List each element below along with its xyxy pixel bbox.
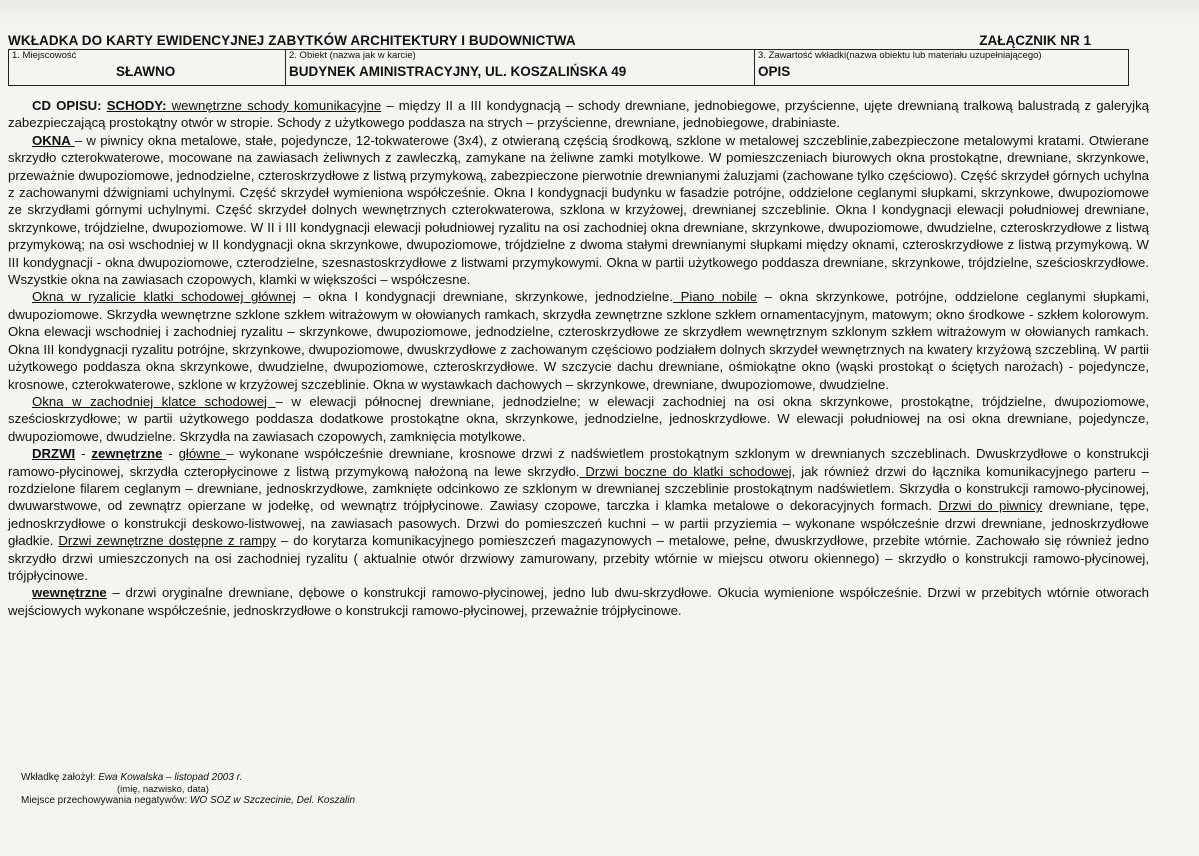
subheading-basement-doors: Drzwi do piwnicy [938,498,1043,514]
field-content [755,50,1129,86]
basement-doors-text: drewniane, tępe, jednoskrzydłowe o konstrukcji deskowo-listwowej, na zawiasach pasowych. Drzwi do pomieszczeń kuchni – w partii przyziemia – wykonane współcześnie drzwi drewniane, jednoskrzydłowe gładkie. [8,498,1149,549]
paragraph-west-stair-windows [8,393,1149,445]
subheading-piano-nobile: Piano nobile [673,289,758,305]
field-locality [9,50,286,86]
annex-number: ZAŁĄCZNIK NR 1 [979,33,1091,48]
subheading-internal-stairs: wewnętrzne schody komunikacyjne [166,98,382,113]
heading-wewnetrzne: wewnętrzne [32,585,107,601]
form-footer [21,772,355,807]
field-object-value: BUDYNEK AMINISTRACYJNY, UL. KOSZALIŃSKA 49 [289,64,627,79]
paragraph-internal-doors [8,584,1149,619]
main-door-text: – wykonane współcześnie drewniane, krosnowe drzwi z nadświetlem prostokątnym szklonym w drewnianych szczeblinach. Dwuskrzydłowe o konstrukcji ramowo-płycinowej, skrzydła czteropłycinowe z listwą przymykową nałożoną na lewe skrzydło. [8,446,1149,479]
paragraph-stairs [8,97,1149,132]
form-title: WKŁADKA DO KARTY EWIDENCYJNEJ ZABYTKÓW ARCHITEKTURY I BUDOWNICTWA [8,33,576,48]
subheading-main-door: główne [178,446,227,462]
west-stair-windows-text: – w elewacji północnej drewniane, jednodzielne; w elewacji zachodniej na osi okna skrzynkowe, prostokątne, trójdzielne, dwupoziomowe, sześcioskrzydłowe; w partii użytkowego poddasza dodatkowe prostokątne okna, skrzynkowe, jednodzielne, jednoskrzydłowe. W elewacji południowej na osi okna drewniane, pojedyncze, dwupoziomowe, dwudzielne. Skrzydła na zawiasach czopowych, zamknięcia motylkowe. [8,393,1149,444]
side-doors-text: , jak również drzwi do łącznika komunikacyjnego parteru – rozdzielone filarem ceglanym – drewniane, jednoskrzydłowe, zamknięte odcinkowo ze szklonym w drewnianej szczeblinie prostokątnym nadświetlem. Skrzydła o konstrukcji ramowo-płycinowej, dwuwarstwowe, od zewnątrz opierzane w jodełkę, od wewnątrz trójpłycinowe. Zawiasy czopowe, tarczka i klamka metalowe o dekoracyjnych formach. [8,463,1149,514]
negatives-line [21,795,355,807]
negatives-value: WO SOZ w Szczecinie, Del. Koszalin [189,795,356,806]
description-body [8,97,1149,619]
paragraph-windows [8,132,1149,289]
heading-drzwi: DRZWI [32,446,76,462]
scan-top-edge [0,0,1199,22]
separator: - [162,446,179,462]
negatives-label: Miejsce przechowywania negatywów: [21,795,190,806]
author-hint: (imię, nazwisko, data) [117,783,209,795]
heading-cd-opisu: CD OPISU: [32,98,107,113]
separator: - [75,446,92,462]
windows-text: – w piwnicy okna metalowe, stałe, pojedyncze, 12-tokwaterowe (3x4), z otwieraną częścią środkową, szklone w metalowej szczeblinie,zabezpieczone metalowymi kratami. Otwierane skrzydło czterokwaterowe, mocowane na zawiasach żeliwnych z zawleczką, zamykane na żeliwne zamki motylkowe. W pomieszczeniach biurowych okna prostokątne, drewniane, skrzynkowe, przeważnie dwupoziomowe, jednodzielne, czteroskrzydłowe z listwą przymykową, zabezpieczone pierwotnie drewnianymi żaluzjami (zachowane tylko częściowo). Część skrzydeł górnych uchylna z zachowanymi dźwigniami uchylnymi. Część skrzydeł wymieniona współcześnie. Okna I kondygnacji budynku w fasadzie potrójne, oddzielone ceglanymi słupkami, skrzynkowe, dwupoziomowe ze skrzydłami górnymi uchylnymi. Część skrzydeł dolnych wewnętrznych czterokwaterowa, szklona w krzyżowej, drewnianej szczeblinie. Okna I kondygnacji elewacji południowej drewniane, skrzynkowe, trójdzielne, dwupoziomowe. W II i III kondygnacji elewacji południowej ryzalitu na osi zachodniej okna drewniane, skrzynkowe, dwupoziomowe, dwudzielne, czteroskrzydłowe z listwą przymykową; na osi wschodniej w II kondygnacji okna skrzynkowe, dwupoziomowe, trójdzielne z dwoma stałymi drewnianymi słupkami między oknami, czteroskrzydłowe z listwą przymykową. W III kondygnacji - okna dwupoziomowe, czterodzielne, szesnastoskrzydłowe z listwami przymykowymi. Okna w partii użytkowego poddasza drewniane, skrzynkowe, trójdzielne, sześcioskrzydłowe. Wszystkie okna na zawiasach czopowych, klamki w większości – współczesne. [8,132,1149,288]
subheading-west-stair-windows: Okna w zachodniej klatce schodowej [32,393,276,409]
author-label: Wkładkę założył: [21,772,99,783]
field-content-value: OPIS [758,64,791,79]
field-object [286,50,755,86]
form-fields-table [8,49,1129,86]
subheading-side-doors: Drzwi boczne do klatki schodowej [579,463,792,479]
subheading-ramp-doors: Drzwi zewnętrzne dostępne z rampy [58,533,277,549]
internal-doors-text: – drzwi oryginalne drewniane, dębowe o konstrukcji ramowo-płycinowej, jedno lub dwu-skrzydłowe. Okucia wymienione współcześnie. Drzwi w przebitych wtórnie otworach wejściowych wykonane współcześnie, jednoskrzydłowe o konstrukcji ramowo-płycinowej, przeważnie trójpłycinowe. [8,585,1149,618]
field-content-label: 3. Zawartość wkładki(nazwa obiektu lub materiału uzupełniającego) [758,50,1042,61]
field-object-label: 2. Obiekt (nazwa jak w karcie) [289,50,416,61]
author-value: Ewa Kowalska – listopad 2003 r. [98,772,243,783]
risalit-windows-text-1: – okna I kondygnacji drewniane, skrzynkowe, jednodzielne. [295,289,673,305]
paragraph-risalit-windows [8,288,1149,392]
heading-zewnetrzne: zewnętrzne [91,446,163,462]
subheading-risalit-windows: Okna w ryzalicie klatki schodowej głównej [32,289,296,305]
field-locality-label: 1. Miejscowość [12,50,77,61]
risalit-windows-text-2: – okna skrzynkowe, potrójne, oddzielone ceglanymi słupkami, dwupoziomowe. Skrzydła wewnętrzne szklone szkłem witrażowym w ołowianych ramkach, skrzydła zewnętrzne szklone szkłem ornamentacyjnym, matowym; okno środkowe - szkłem kolorowym. Okna elewacji wschodniej i zachodniej ryzalitu – skrzynkowe, dwupoziomowe, jednodzielne, czteroskrzydłowe ze skrzydłem wewnętrznym szklonym szkłem witrażowym w ołowianych ramkach. Okna III kondygnacji ryzalitu potrójne, skrzynkowe, dwupoziomowe, dwuskrzydłowe z zachowanym częściowo podziałem dolnych skrzydeł wewnętrznych na kwatery krzyżową szczebliną. W partii użytkowego poddasza okna skrzynkowe, dwudzielne, dwupoziomowe, czteroskrzydłowe. W szczycie dachu drewniane, ośmiokątne okno (wąski prostokąt o ściętych narożach) - pojedyncze, krosnowe, czterokwaterowe, szklone w krzyżowej szczeblinie. Okna w wystawkach dachowych – skrzynkowe, drewniane, dwupoziomowe, dwudzielne. [8,289,1150,392]
stairs-text: – między II a III kondygnacją – schody drewniane, jednobiegowe, przyścienne, ujęte drewnianą tralkową balustradą z galeryjką zabezpieczającą prostokątny otwór w stropie. Schody z użytkowego poddasza na strych – przyścienne, drewniane, jednobiegowe, drabiniaste. [8,98,1149,131]
ramp-doors-text: – do korytarza komunikacyjnego pomieszczeń magazynowych – metalowe, pełne, dwuskrzydłowe, przebite wtórnie. Zachowało się również jedno skrzydło drzwi umieszczonych na osi zachodniej ryzalitu ( aktualnie otwór drzwiowy zamurowany, przebity wtórnie w miejscu otworu okiennego) – skrzydło o konstrukcji ramowo-płycinowej, trójpłycinowe. [8,533,1149,583]
paragraph-doors [8,445,1149,584]
author-line [21,772,355,784]
heading-okna: OKNA [32,132,75,148]
field-locality-value: SŁAWNO [116,64,176,79]
heading-schody: SCHODY: [106,98,167,113]
